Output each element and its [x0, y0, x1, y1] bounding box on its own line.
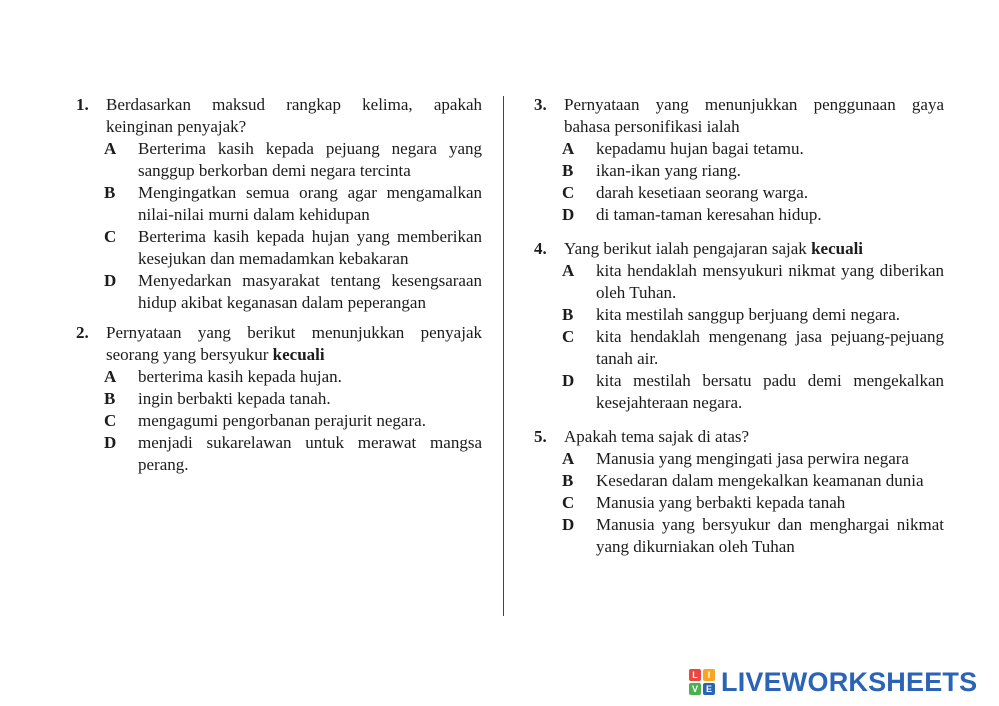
option-letter: A	[104, 139, 117, 158]
mark-tile: I	[703, 669, 715, 681]
question-4-number: 4.	[534, 239, 547, 258]
mark-tile: E	[703, 683, 715, 695]
option-text: kepadamu hujan bagai tetamu.	[596, 139, 804, 158]
option-text: kita hendaklah mengenang jasa pejuang-pejuang tanah air.	[596, 327, 944, 368]
question-2-text: Pernyataan yang berikut menunjukkan penyajak seorang yang bersyukur	[106, 323, 482, 364]
option-letter: B	[104, 183, 116, 202]
question-3	[534, 94, 944, 226]
option-3c[interactable]	[534, 182, 944, 204]
question-4-text: Yang berikut ialah pengajaran sajak	[564, 239, 807, 258]
question-2-keyword: kecuali	[272, 345, 325, 364]
liveworksheets-wordmark: LIVEWORKSHEETS	[721, 666, 978, 697]
question-3-options	[534, 138, 944, 226]
option-text: kita mestilah bersatu padu demi mengekalkan kesejahteraan negara.	[596, 371, 944, 412]
question-1-text: Berdasarkan maksud rangkap kelima, apakah keinginan penyajak?	[106, 95, 482, 136]
question-5-stem	[534, 426, 944, 448]
option-letter: B	[562, 305, 574, 324]
option-letter: A	[104, 367, 117, 386]
option-4b[interactable]	[534, 304, 944, 326]
option-letter: B	[562, 161, 574, 180]
option-text: berterima kasih kepada hujan.	[138, 367, 342, 386]
option-2b[interactable]	[76, 388, 482, 410]
option-text: Manusia yang berbakti kepada tanah	[596, 493, 846, 512]
question-1-options	[76, 138, 482, 314]
option-1d[interactable]	[76, 270, 482, 314]
option-letter: A	[562, 449, 575, 468]
question-4-stem	[534, 238, 944, 260]
option-text: Manusia yang bersyukur dan menghargai nikmat yang dikurniakan oleh Tuhan	[596, 515, 944, 556]
question-4-options	[534, 260, 944, 414]
question-3-stem	[534, 94, 944, 138]
option-3a[interactable]	[534, 138, 944, 160]
option-letter: B	[562, 471, 574, 490]
question-3-text: Pernyataan yang menunjukkan penggunaan gaya bahasa personifikasi ialah	[564, 95, 944, 136]
option-letter: C	[104, 411, 117, 430]
option-letter: C	[562, 183, 575, 202]
option-letter: C	[104, 227, 117, 246]
question-3-number: 3.	[534, 95, 547, 114]
option-text: Kesedaran dalam mengekalkan keamanan dunia	[596, 471, 924, 490]
question-4	[534, 238, 944, 414]
question-5-options	[534, 448, 944, 558]
option-1b[interactable]	[76, 182, 482, 226]
option-4d[interactable]	[534, 370, 944, 414]
question-5	[534, 426, 944, 558]
question-5-text: Apakah tema sajak di atas?	[564, 427, 750, 446]
option-2d[interactable]	[76, 432, 482, 476]
option-text: Berterima kasih kepada hujan yang memberikan kesejukan dan memadamkan kebakaran	[138, 227, 482, 268]
option-letter: A	[562, 139, 575, 158]
option-text: di taman-taman keresahan hidup.	[596, 205, 822, 224]
mark-tile: V	[689, 683, 701, 695]
question-2-number: 2.	[76, 323, 89, 342]
option-text: Mengingatkan semua orang agar mengamalkan nilai-nilai murni dalam kehidupan	[138, 183, 482, 224]
question-2-stem	[76, 322, 482, 366]
question-5-number: 5.	[534, 427, 547, 446]
question-1-stem	[76, 94, 482, 138]
option-letter: B	[104, 389, 116, 408]
option-text: kita mestilah sanggup berjuang demi negara.	[596, 305, 901, 324]
option-letter: D	[562, 371, 575, 390]
option-5a[interactable]	[534, 448, 944, 470]
option-letter: D	[104, 271, 117, 290]
option-5b[interactable]	[534, 470, 944, 492]
option-text: menjadi sukarelawan untuk merawat mangsa perang.	[138, 433, 482, 474]
option-letter: C	[562, 327, 575, 346]
question-2	[76, 322, 482, 476]
option-letter: A	[562, 261, 575, 280]
option-3b[interactable]	[534, 160, 944, 182]
liveworksheets-mark-icon	[689, 669, 715, 695]
option-letter: D	[104, 433, 117, 452]
option-text: mengagumi pengorbanan perajurit negara.	[138, 411, 426, 430]
question-1	[76, 94, 482, 314]
option-1a[interactable]	[76, 138, 482, 182]
option-text: ingin berbakti kepada tanah.	[138, 389, 331, 408]
option-letter: D	[562, 515, 575, 534]
option-3d[interactable]	[534, 204, 944, 226]
option-letter: D	[562, 205, 575, 224]
mark-tile: L	[689, 669, 701, 681]
option-text: Berterima kasih kepada pejuang negara yang sanggup berkorban demi negara tercinta	[138, 139, 482, 180]
option-text: Manusia yang mengingati jasa perwira negara	[596, 449, 909, 468]
option-1c[interactable]	[76, 226, 482, 270]
option-2a[interactable]	[76, 366, 482, 388]
question-1-number: 1.	[76, 95, 89, 114]
question-2-options	[76, 366, 482, 476]
liveworksheets-logo[interactable]	[689, 665, 977, 699]
option-4a[interactable]	[534, 260, 944, 304]
option-letter: C	[562, 493, 575, 512]
question-4-keyword: kecuali	[811, 239, 864, 258]
column-divider	[503, 96, 504, 616]
right-column	[534, 94, 944, 558]
left-column	[76, 94, 482, 476]
option-2c[interactable]	[76, 410, 482, 432]
option-text: darah kesetiaan seorang warga.	[596, 183, 809, 202]
option-text: Menyedarkan masyarakat tentang kesengsaraan hidup akibat keganasan dalam peperangan	[138, 271, 482, 312]
option-text: kita hendaklah mensyukuri nikmat yang diberikan oleh Tuhan.	[596, 261, 944, 302]
option-text: ikan-ikan yang riang.	[596, 161, 741, 180]
option-5d[interactable]	[534, 514, 944, 558]
option-5c[interactable]	[534, 492, 944, 514]
option-4c[interactable]	[534, 326, 944, 370]
